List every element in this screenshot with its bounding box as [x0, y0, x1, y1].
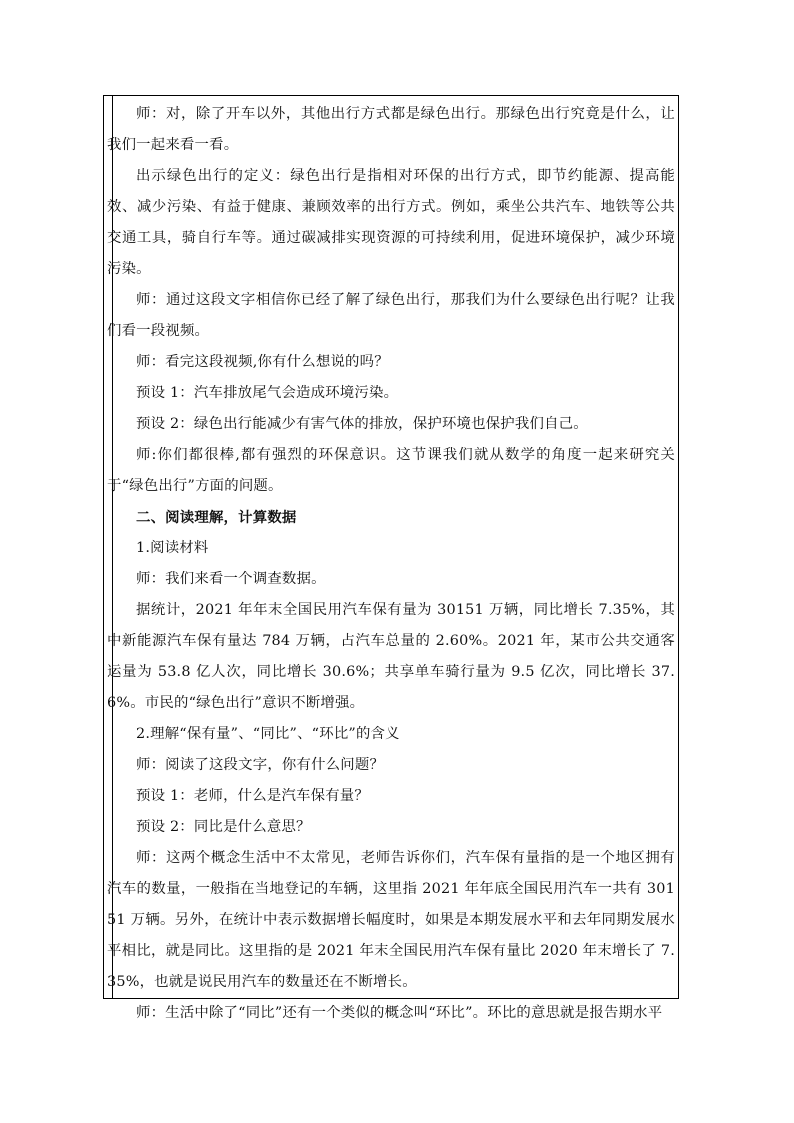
paragraph: 师：这两个概念生活中不太常见，老师告诉你们，汽车保有量指的是一个地区拥有汽车的数量，一般指在当地登记的车辆，这里指 2021 年年底全国民用汽车一共有 30151 万辆。另外，在统计中表示数据增长幅度时，如果是本期发展水平和去年同期发展水平相比，就是同比。这里指的是 2021 年末全国民用汽车保有量比 2020 年末增长了 7.35%，也就是说民用汽车的数量还在不断增长。 — [107, 850, 675, 990]
section-heading: 二、阅读理解，计算数据 — [136, 509, 297, 526]
paragraph: 师:你们都很棒,都有强烈的环保意识。这节课我们就从数学的角度一起来研究关于“绿色出行”方面的问题。 — [107, 447, 675, 494]
paragraph: 据统计，2021 年年末全国民用汽车保有量为 30151 万辆，同比增长 7.35%，其中新能源汽车保有量达 784 万辆，占汽车总量的 2.60%。2021 年，某市公共交通客运量为 53.8 亿人次，同比增长 30.6%；共享单车骑行量为 9.5 亿次，同比增长 37.6%。市民的“绿色出行”意识不断增强。 — [107, 602, 675, 711]
lesson-content — [107, 99, 675, 1029]
paragraph: 师：看完这段视频,你有什么想说的吗？ — [136, 354, 389, 370]
paragraph: 师：生活中除了“同比”还有一个类似的概念叫“环比”。环比的意思就是报告期水平 — [136, 1005, 663, 1021]
paragraph: 预设 1：老师，什么是汽车保有量？ — [136, 788, 369, 804]
paragraph: 出示绿色出行的定义：绿色出行是指相对环保的出行方式，即节约能源、提高能效、减少污染、有益于健康、兼顾效率的出行方式。例如，乘坐公共汽车、地铁等公共交通工具，骑自行车等。通过碳减排实现资源的可持续利用，促进环境保护，减少环境污染。 — [107, 168, 675, 277]
subsection-heading: 2.理解“保有量”、“同比”、“环比”的含义 — [136, 726, 400, 742]
paragraph: 师：阅读了这段文字，你有什么问题？ — [136, 757, 385, 773]
paragraph: 师：我们来看一个调查数据。 — [136, 571, 326, 587]
paragraph: 师：通过这段文字相信你已经了解了绿色出行，那我们为什么要绿色出行呢？让我们看一段视频。 — [107, 292, 675, 339]
paragraph: 预设 2：绿色出行能减少有害气体的排放，保护环境也保护我们自己。 — [136, 416, 588, 432]
paragraph: 师：对，除了开车以外，其他出行方式都是绿色出行。那绿色出行究竟是什么，让我们一起来看一看。 — [107, 106, 675, 153]
paragraph: 预设 2：同比是什么意思？ — [136, 819, 311, 835]
subsection-heading: 1.阅读材料 — [136, 540, 209, 556]
paragraph: 预设 1：汽车排放尾气会造成环境污染。 — [136, 385, 399, 401]
